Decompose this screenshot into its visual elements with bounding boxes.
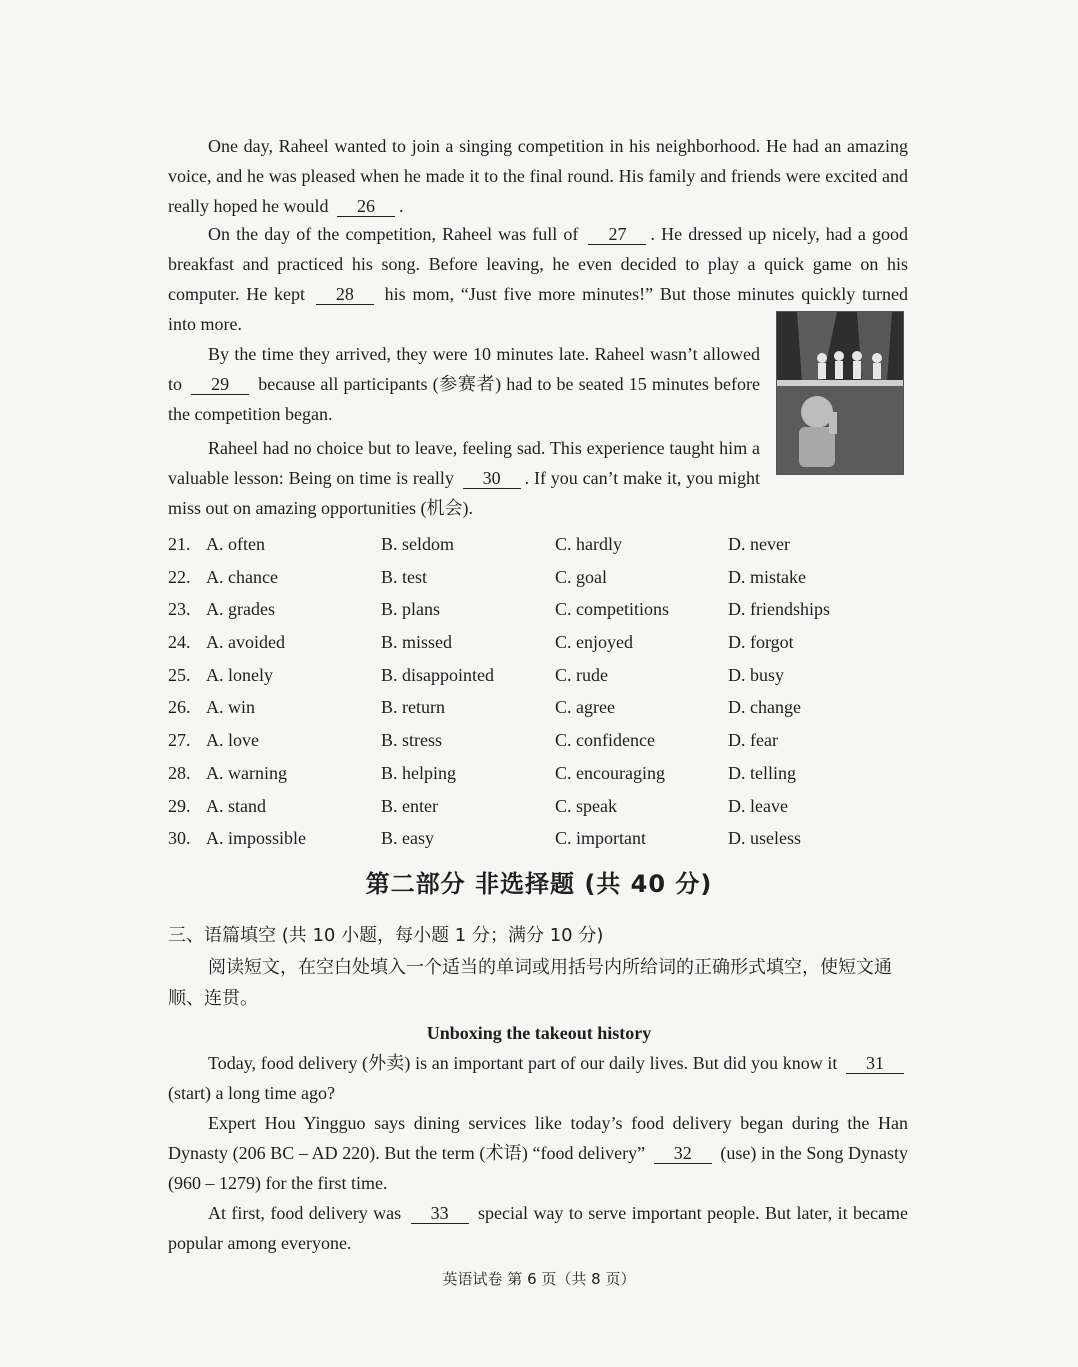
option-c: C. speak [555,795,617,816]
option-row: 27. A. love B. stress C. confidence D. fear [168,724,908,757]
option-d: D. telling [728,762,796,783]
option-a: A. win [206,697,255,718]
option-c: C. important [555,828,646,849]
option-c: C. competitions [555,599,669,620]
option-b: B. helping [381,762,456,783]
option-c: C. goal [555,566,607,587]
page-footer: 英语试卷 第 6 页（共 8 页） [442,1270,636,1288]
competition-illustration [776,311,904,475]
option-row: 26. A. win B. return C. agree D. change [168,691,908,724]
blank-26: 26 [337,196,395,217]
option-b: B. plans [381,599,441,620]
option-b: B. enter [381,795,438,816]
option-a: A. lonely [206,664,273,685]
option-b: B. seldom [381,534,455,554]
option-d: D. fear [728,730,778,751]
blank-32: 32 [654,1143,712,1164]
option-c: C. hardly [555,534,622,554]
story-paragraph-3: At first, food delivery was 33 special way to serve important people. But later, it became popular among everyone. [168,1203,909,1253]
option-a: A. love [206,730,259,751]
option-d: D. friendships [728,599,830,620]
option-d: D. busy [728,664,785,685]
option-b: B. test [381,566,428,587]
option-b: B. disappointed [381,664,494,685]
part-two-title: 第二部分 非选择题 (共 40 分) [365,870,713,898]
option-row: 23. A. grades B. plans C. competitions D. friendships [168,593,908,626]
passage-paragraph-3: By the time they arrived, they were 10 minutes late. Raheel wasn’t allowed to 29 because all participants (参赛者) had to be seated 15 minutes before the competition began. [168,344,760,424]
option-d: D. mistake [728,566,806,587]
option-a: A. grades [206,599,275,620]
option-d: D. leave [728,795,788,816]
option-a: A. avoided [206,632,285,653]
option-d: D. never [728,534,790,554]
option-a: A. stand [206,795,266,816]
story-paragraph-2: Expert Hou Yingguo says dining services like today’s food delivery began during the Han Dynasty (206 BC – AD 220). But the term (术语) “food delivery” 32 (use) in the Song Dynasty (960 – 1279) for the first time. [168,1113,909,1193]
blank-29: 29 [191,374,249,395]
story-paragraph-1: Today, food delivery (外卖) is an important part of our daily lives. But did you know it 31 (start) a long time ago? [168,1048,908,1108]
option-row: 21. A. often B. seldom C. hardly D. never [168,528,908,561]
option-row: 25. A. lonely B. disappointed C. rude D. busy [168,659,908,692]
option-d: D. change [728,697,801,718]
blank-31: 31 [846,1053,904,1074]
option-row: 30. A. impossible B. easy C. important D. useless [168,822,908,855]
option-row: 29. A. stand B. enter C. speak D. leave [168,790,908,823]
option-row: 24. A. avoided B. missed C. enjoyed D. forgot [168,626,908,659]
blank-33: 33 [411,1203,469,1224]
story-title: Unboxing the takeout history [426,1023,652,1043]
option-c: C. confidence [555,730,655,751]
section-three-heading: 三、语篇填空 (共 10 小题，每小题 1 分；满分 10 分) [168,925,604,946]
instructions: 阅读短文，在空白处填入一个适当的单词或用括号内所给词的正确形式填空，使短文通顺、连贯。 [168,957,892,1009]
option-d: D. useless [728,828,801,849]
blank-30: 30 [463,468,521,489]
option-c: C. agree [555,697,615,718]
option-a: A. often [206,534,265,554]
option-c: C. rude [555,664,608,685]
option-b: B. stress [381,730,443,751]
option-b: B. missed [381,632,453,653]
blank-28: 28 [316,284,374,305]
option-d: D. forgot [728,632,794,653]
option-row: 28. A. warning B. helping C. encouraging D. telling [168,757,908,790]
option-c: C. encouraging [555,762,665,783]
option-a: A. warning [206,762,287,783]
option-c: C. enjoyed [555,632,633,653]
option-row: 22. A. chance B. test C. goal D. mistake [168,561,908,594]
passage-paragraph-4: Raheel had no choice but to leave, feeling sad. This experience taught him a valuable lesson: Being on time is really 30 . If you can’t make it, you might miss out on amazing opportunities (机会). [168,438,761,518]
option-b: B. easy [381,828,434,849]
answer-options [168,528,908,855]
option-b: B. return [381,697,445,718]
passage-paragraph-2: On the day of the competition, Raheel was full of 27 . He dressed up nicely, had a good breakfast and practiced his song. Before leaving, he even decided to play a quick game on his computer. He kept 28 his mom, “Just five more minutes!” But those minutes quickly turned into more. [168,224,908,334]
option-a: A. chance [206,566,278,587]
passage-paragraph-1: One day, Raheel wanted to join a singing competition in his neighborhood. He had an amazing voice, and he was pleased when he made it to the final round. His family and friends were excited and really hoped he would 26 . [168,136,908,216]
option-a: A. impossible [206,828,307,849]
blank-27: 27 [588,224,646,245]
